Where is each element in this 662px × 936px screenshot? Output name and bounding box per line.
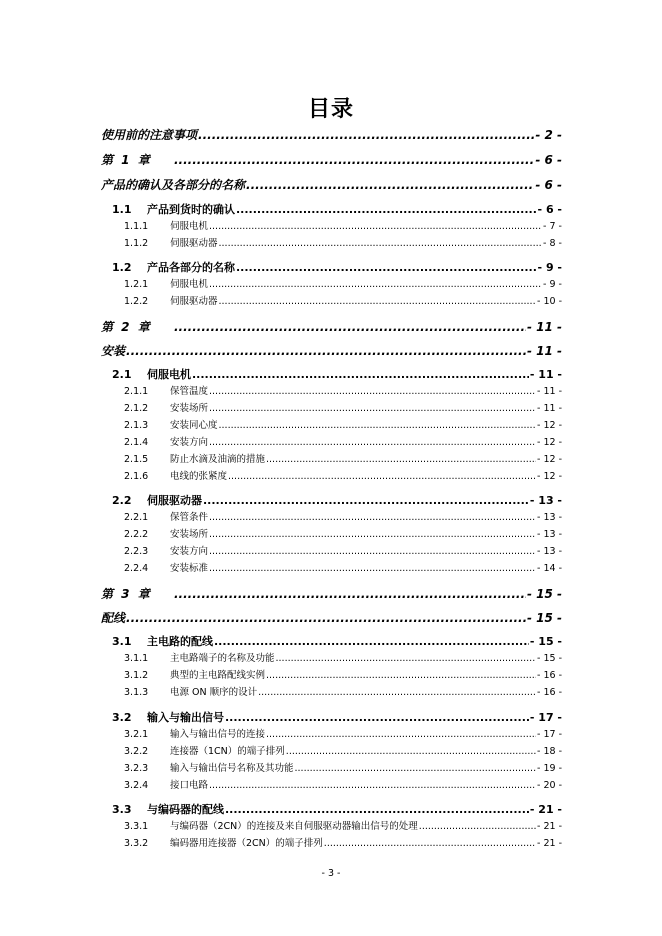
dot-leader bbox=[192, 368, 529, 381]
dot-leader bbox=[419, 821, 536, 832]
toc-part[interactable] bbox=[101, 609, 562, 626]
toc-subsection[interactable] bbox=[124, 726, 562, 740]
toc-number: 3.3.1 bbox=[124, 821, 149, 832]
toc-subsection[interactable] bbox=[124, 684, 562, 698]
toc-subsection[interactable] bbox=[124, 235, 562, 249]
toc-page-number: - 12 - bbox=[537, 471, 562, 482]
toc-title: 与编码器的配线 bbox=[147, 803, 224, 816]
toc-part[interactable] bbox=[101, 342, 562, 359]
toc-page-number: - 17 - bbox=[537, 729, 562, 740]
toc-number: 3.1.2 bbox=[124, 670, 149, 681]
toc-title: 伺服驱动器 bbox=[170, 296, 218, 307]
toc-page-number: - 12 - bbox=[537, 420, 562, 431]
toc-title: 伺服驱动器 bbox=[170, 238, 218, 249]
toc-title: 安装 bbox=[101, 344, 126, 358]
toc-title: 编码器用连接器（2CN）的端子排列 bbox=[170, 838, 323, 849]
toc-page-number: - 12 - bbox=[537, 454, 562, 465]
toc-number: 3.2.3 bbox=[124, 763, 149, 774]
toc-subsection[interactable] bbox=[124, 400, 562, 414]
toc-title: 产品的确认及各部分的名称 bbox=[101, 178, 246, 192]
dot-leader bbox=[286, 746, 536, 757]
toc-page-number: - 7 - bbox=[543, 221, 562, 232]
toc-subsection[interactable] bbox=[124, 760, 562, 774]
dot-leader bbox=[276, 653, 537, 664]
toc-number: 2.1.1 bbox=[124, 386, 149, 397]
toc-number: 3.1 bbox=[112, 635, 132, 648]
page-title: 目录 bbox=[307, 97, 354, 122]
toc-page-number: - 9 - bbox=[543, 279, 562, 290]
toc-subsection[interactable] bbox=[124, 276, 562, 290]
toc-number: 第 2 章 bbox=[101, 320, 152, 334]
toc-number: 2.1.4 bbox=[124, 437, 149, 448]
toc-page-number: - 6 - bbox=[537, 203, 562, 216]
toc-title: 连接器（1CN）的端子排列 bbox=[170, 746, 285, 757]
toc-number: 2.2.3 bbox=[124, 546, 149, 557]
toc-page-number: - 21 - bbox=[537, 838, 562, 849]
toc-page-number: - 21 - bbox=[537, 821, 562, 832]
toc-subsection[interactable] bbox=[124, 509, 562, 523]
toc-title: 接口电路 bbox=[170, 780, 209, 791]
toc-page-number: - 16 - bbox=[537, 670, 562, 681]
dot-leader bbox=[219, 420, 537, 431]
dot-leader bbox=[126, 344, 526, 358]
toc-title: 输入与输出信号名称及其功能 bbox=[170, 763, 294, 774]
toc-subsection[interactable] bbox=[124, 818, 562, 832]
toc-subsection[interactable] bbox=[124, 667, 562, 681]
toc-subsection[interactable] bbox=[124, 383, 562, 397]
page-number: - 3 - bbox=[321, 868, 341, 879]
dot-leader bbox=[266, 729, 536, 740]
toc-section[interactable] bbox=[112, 801, 562, 817]
dot-leader bbox=[209, 437, 536, 448]
dot-leader bbox=[209, 780, 536, 791]
toc-section[interactable] bbox=[112, 259, 562, 275]
toc-page-number: - 13 - bbox=[529, 494, 562, 507]
toc-page-number: - 15 - bbox=[526, 587, 562, 601]
toc-title: 伺服电机 bbox=[147, 368, 191, 381]
toc-subsection[interactable] bbox=[124, 743, 562, 757]
toc-number: 3.2.4 bbox=[124, 780, 149, 791]
dot-leader bbox=[295, 763, 537, 774]
dot-leader bbox=[174, 320, 526, 334]
toc-title: 电源 ON 顺序的设计 bbox=[170, 687, 258, 698]
toc-title: 典型的主电路配线实例 bbox=[170, 670, 266, 681]
toc-page-number: - 20 - bbox=[537, 780, 562, 791]
toc-chapter[interactable] bbox=[101, 318, 562, 335]
toc-subsection[interactable] bbox=[124, 218, 562, 232]
toc-page-number: - 11 - bbox=[526, 320, 562, 334]
toc-title: 主电路端子的名称及功能 bbox=[170, 653, 275, 664]
toc-subsection[interactable] bbox=[124, 543, 562, 557]
toc-number: 2.2.1 bbox=[124, 512, 149, 523]
dot-leader bbox=[219, 238, 543, 249]
toc-title: 主电路的配线 bbox=[147, 635, 213, 648]
toc-number: 1.2.2 bbox=[124, 296, 149, 307]
toc-page-number: - 18 - bbox=[537, 746, 562, 757]
toc-number: 第 1 章 bbox=[101, 153, 152, 167]
toc-title: 伺服电机 bbox=[170, 221, 209, 232]
toc-number: 2.2.2 bbox=[124, 529, 149, 540]
toc-title: 输入与输出信号 bbox=[147, 711, 224, 724]
toc-number: 3.1.1 bbox=[124, 653, 149, 664]
dot-leader bbox=[209, 563, 536, 574]
dot-leader bbox=[209, 546, 536, 557]
toc-page-number: - 11 - bbox=[537, 386, 562, 397]
toc-page-number: - 13 - bbox=[537, 529, 562, 540]
toc-number: 3.2 bbox=[112, 711, 132, 724]
toc-section[interactable] bbox=[112, 709, 562, 725]
toc-number: 1.2.1 bbox=[124, 279, 149, 290]
toc-title: 输入与输出信号的连接 bbox=[170, 729, 266, 740]
toc-title: 安装场所 bbox=[170, 403, 209, 414]
dot-leader bbox=[258, 687, 536, 698]
dot-leader bbox=[219, 296, 537, 307]
toc-title: 安装场所 bbox=[170, 529, 209, 540]
toc-title: 保管条件 bbox=[170, 512, 209, 523]
toc-number: 第 3 章 bbox=[101, 587, 152, 601]
toc-number: 2.2.4 bbox=[124, 563, 149, 574]
toc-number: 2.2 bbox=[112, 494, 132, 507]
toc-section[interactable] bbox=[112, 492, 562, 508]
toc-title: 配线 bbox=[101, 611, 126, 625]
toc-page-number: - 11 - bbox=[529, 368, 562, 381]
dot-leader bbox=[246, 178, 534, 192]
toc-subsection[interactable] bbox=[124, 451, 562, 465]
toc-subsection[interactable] bbox=[124, 526, 562, 540]
toc-part[interactable] bbox=[101, 126, 562, 143]
toc-page-number: - 6 - bbox=[535, 178, 562, 192]
dot-leader bbox=[209, 403, 536, 414]
toc-number: 2.1.3 bbox=[124, 420, 149, 431]
toc-title: 保管温度 bbox=[170, 386, 209, 397]
toc-number: 2.1.2 bbox=[124, 403, 149, 414]
toc-subsection[interactable] bbox=[124, 293, 562, 307]
toc-page-number: - 12 - bbox=[537, 437, 562, 448]
toc-number: 3.2.1 bbox=[124, 729, 149, 740]
toc-number: 3.3 bbox=[112, 803, 132, 816]
toc-page-number: - 16 - bbox=[537, 687, 562, 698]
toc-subsection[interactable] bbox=[124, 560, 562, 574]
toc-subsection[interactable] bbox=[124, 777, 562, 791]
dot-leader bbox=[209, 279, 542, 290]
toc-page-number: - 21 - bbox=[529, 803, 562, 816]
toc-page-number: - 13 - bbox=[537, 546, 562, 557]
dot-leader bbox=[126, 611, 526, 625]
toc-title: 产品各部分的名称 bbox=[147, 261, 235, 274]
toc-page-number: - 13 - bbox=[537, 512, 562, 523]
toc-page-number: - 10 - bbox=[537, 296, 562, 307]
dot-leader bbox=[174, 153, 534, 167]
toc-chapter[interactable] bbox=[101, 585, 562, 602]
toc-title: 伺服电机 bbox=[170, 279, 209, 290]
dot-leader bbox=[209, 221, 542, 232]
toc-number: 1.1.2 bbox=[124, 238, 149, 249]
toc-part[interactable] bbox=[101, 176, 562, 193]
toc-chapter[interactable] bbox=[101, 151, 562, 168]
toc-title: 电线的张紧度 bbox=[170, 471, 228, 482]
toc-subsection[interactable] bbox=[124, 835, 562, 849]
toc-title: 安装方向 bbox=[170, 437, 209, 448]
toc-title: 安装方向 bbox=[170, 546, 209, 557]
dot-leader bbox=[209, 512, 536, 523]
dot-leader bbox=[236, 203, 537, 216]
toc-title: 与编码器（2CN）的连接及来自伺服驱动器输出信号的处理 bbox=[170, 821, 418, 832]
toc-number: 1.1.1 bbox=[124, 221, 149, 232]
dot-leader bbox=[236, 261, 537, 274]
toc-title: 使用前的注意事项 bbox=[101, 128, 198, 142]
toc-subsection[interactable] bbox=[124, 434, 562, 448]
dot-leader bbox=[209, 529, 536, 540]
toc-subsection[interactable] bbox=[124, 468, 562, 482]
toc-section[interactable] bbox=[112, 201, 562, 217]
toc-title: 伺服驱动器 bbox=[147, 494, 202, 507]
dot-leader bbox=[266, 454, 536, 465]
toc-page-number: - 19 - bbox=[537, 763, 562, 774]
dot-leader bbox=[174, 587, 526, 601]
toc-section[interactable] bbox=[112, 366, 562, 382]
toc-page-number: - 11 - bbox=[537, 403, 562, 414]
toc-section[interactable] bbox=[112, 633, 562, 649]
toc-number: 3.1.3 bbox=[124, 687, 149, 698]
toc-page-number: - 15 - bbox=[526, 611, 562, 625]
dot-leader bbox=[324, 838, 536, 849]
dot-leader bbox=[266, 670, 536, 681]
toc-number: 2.1.5 bbox=[124, 454, 149, 465]
toc-number: 1.2 bbox=[112, 261, 132, 274]
toc-title: 安装标准 bbox=[170, 563, 209, 574]
toc-page-number: - 8 - bbox=[543, 238, 562, 249]
toc-page-number: - 6 - bbox=[535, 153, 562, 167]
toc-title: 产品到货时的确认 bbox=[147, 203, 235, 216]
toc-page-number: - 2 - bbox=[535, 128, 562, 142]
toc-number: 2.1.6 bbox=[124, 471, 149, 482]
toc-page-number: - 9 - bbox=[537, 261, 562, 274]
toc-title: 安装同心度 bbox=[170, 420, 218, 431]
toc-page-number: - 15 - bbox=[537, 653, 562, 664]
toc-title: 防止水滴及油滴的措施 bbox=[170, 454, 266, 465]
toc-number: 2.1 bbox=[112, 368, 132, 381]
toc-subsection[interactable] bbox=[124, 650, 562, 664]
dot-leader bbox=[225, 711, 529, 724]
dot-leader bbox=[203, 494, 529, 507]
dot-leader bbox=[225, 803, 529, 816]
toc-number: 3.2.2 bbox=[124, 746, 149, 757]
toc-number: 3.3.2 bbox=[124, 838, 149, 849]
toc-page-number: - 11 - bbox=[526, 344, 562, 358]
dot-leader bbox=[228, 471, 536, 482]
dot-leader bbox=[209, 386, 536, 397]
toc-page-number: - 17 - bbox=[529, 711, 562, 724]
toc-page-number: - 14 - bbox=[537, 563, 562, 574]
dot-leader bbox=[214, 635, 529, 648]
toc-page-number: - 15 - bbox=[529, 635, 562, 648]
toc-number: 1.1 bbox=[112, 203, 132, 216]
toc-subsection[interactable] bbox=[124, 417, 562, 431]
dot-leader bbox=[198, 128, 534, 142]
